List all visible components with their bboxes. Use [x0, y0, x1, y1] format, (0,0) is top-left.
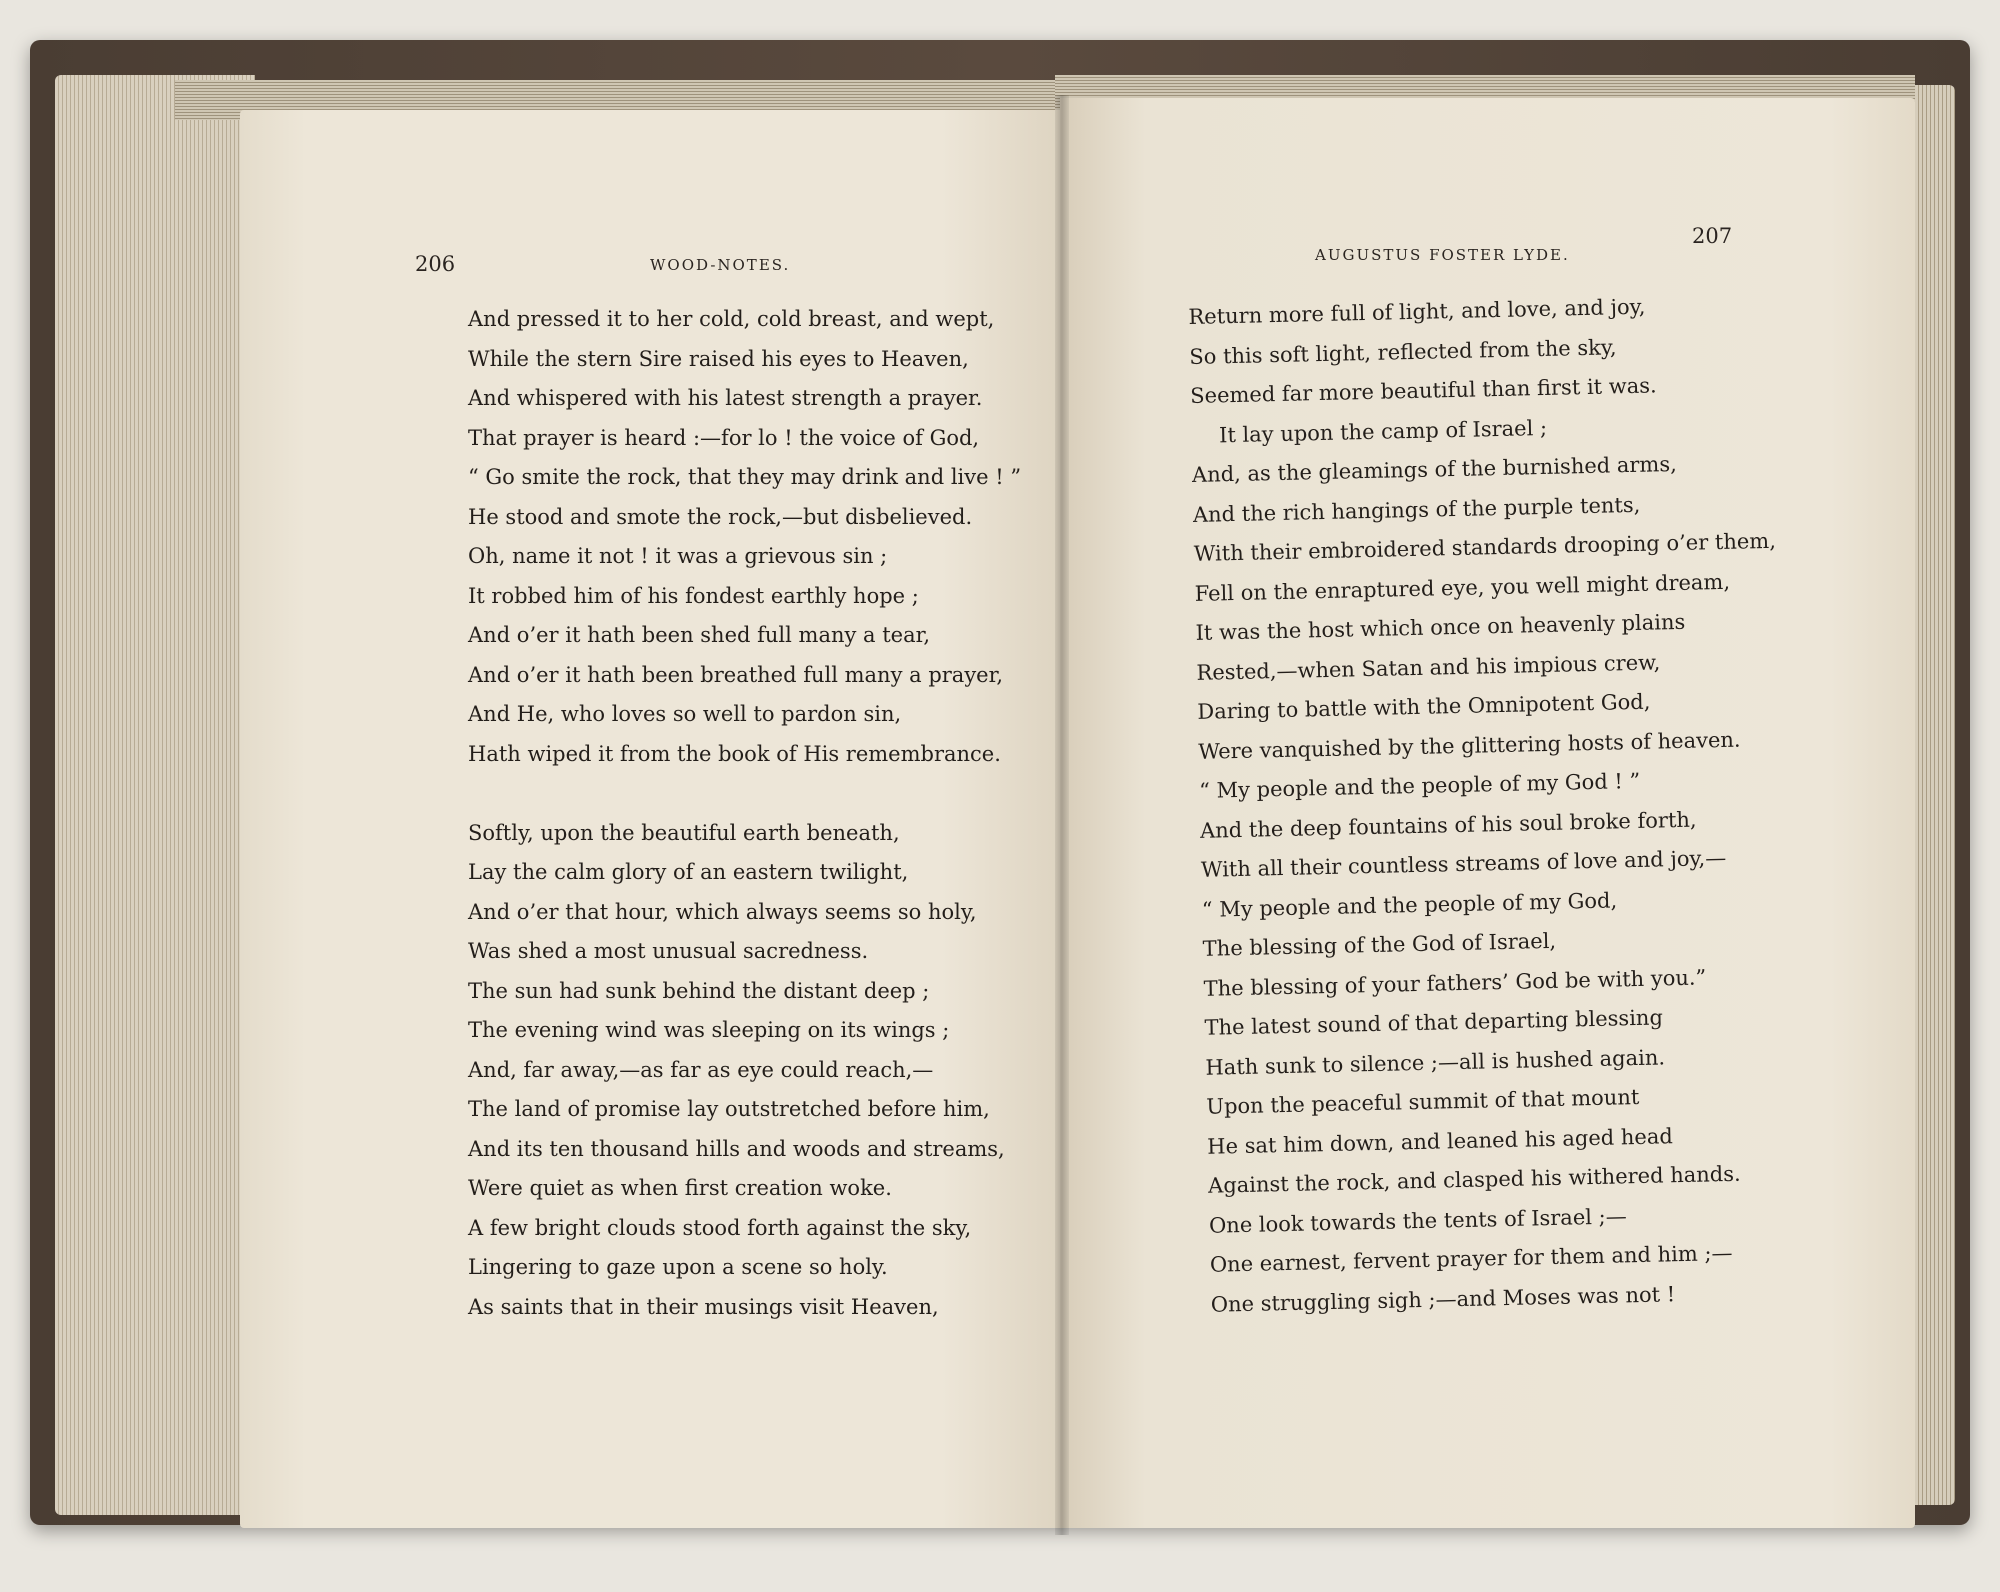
- verse-line: Lay the calm glory of an eastern twilight,: [468, 860, 909, 884]
- verse-line: And the rich hangings of the purple tents,: [1192, 492, 1641, 527]
- verse-line: Daring to battle with the Omnipotent God,: [1197, 689, 1651, 724]
- verse-line: The evening wind was sleeping on its wings ;: [468, 1018, 950, 1042]
- left-verse-block: [468, 300, 1021, 1327]
- verse-line: “ My people and the people of my God,: [1201, 887, 1618, 922]
- verse-line: One struggling sigh ;—and Moses was not !: [1210, 1281, 1676, 1317]
- book-gutter: [1055, 95, 1069, 1535]
- verse-line: And the deep fountains of his soul broke forth,: [1199, 807, 1697, 843]
- verse-line: Were vanquished by the glittering hosts of heaven.: [1198, 727, 1741, 764]
- verse-line: The blessing of your fathers’ God be with you.”: [1203, 964, 1707, 1001]
- verse-line: With all their countless streams of love and joy,—: [1200, 845, 1727, 882]
- left-page: [240, 110, 1065, 1528]
- verse-line: And whispered with his latest strength a prayer.: [468, 386, 983, 410]
- verse-line: He sat him down, and leaned his aged head: [1206, 1123, 1674, 1159]
- verse-line: Were quiet as when first creation woke.: [468, 1176, 892, 1200]
- right-page: [1060, 98, 1915, 1528]
- verse-line: Fell on the enraptured eye, you well might dream,: [1194, 569, 1731, 606]
- right-page-number: 207: [1692, 224, 1733, 248]
- verse-line: And o’er that hour, which always seems so holy,: [468, 899, 977, 924]
- verse-line: As saints that in their musings visit Heaven,: [468, 1294, 939, 1319]
- verse-line: The sun had sunk behind the distant deep ;: [468, 978, 930, 1003]
- verse-line: It was the host which once on heavenly plains: [1195, 609, 1686, 645]
- verse-line: “ Go smite the rock, that they may drink and live ! ”: [468, 465, 1022, 489]
- verse-line: The land of promise lay outstretched before him,: [468, 1097, 990, 1121]
- verse-line: And its ten thousand hills and woods and streams,: [468, 1136, 1005, 1161]
- verse-line: While the stern Sire raised his eyes to Heaven,: [468, 346, 969, 371]
- verse-line: And He, who loves so well to pardon sin,: [468, 702, 902, 726]
- verse-line: Softly, upon the beautiful earth beneath,: [468, 820, 900, 845]
- verse-line: “ My people and the people of my God ! ”: [1198, 768, 1641, 803]
- verse-line: [468, 774, 1021, 814]
- left-page-number: 206: [415, 252, 456, 276]
- right-verse-block: [1188, 285, 1793, 1325]
- verse-line: Was shed a most unusual sacredness.: [468, 939, 869, 963]
- verse-line: So this soft light, reflected from the sky,: [1189, 334, 1617, 369]
- verse-line: One look towards the tents of Israel ;—: [1208, 1203, 1627, 1238]
- verse-line: And, far away,—as far as eye could reach,—: [468, 1057, 934, 1082]
- verse-line: Hath sunk to silence ;—all is hushed again.: [1205, 1044, 1666, 1080]
- verse-line: Return more full of light, and love, and joy,: [1188, 294, 1646, 329]
- verse-line: Seemed far more beautiful than first it was.: [1189, 373, 1657, 408]
- verse-line: That prayer is heard :—for lo ! the voice of God,: [468, 425, 980, 450]
- left-page-stack: [55, 75, 255, 1515]
- verse-line: The latest sound of that departing blessing: [1204, 1005, 1664, 1040]
- verse-line: It lay upon the camp of Israel ;: [1218, 415, 1548, 447]
- verse-line: And, as the gleamings of the burnished arms,: [1191, 451, 1678, 487]
- verse-line: The blessing of the God of Israel,: [1202, 928, 1557, 961]
- verse-line: Rested,—when Satan and his impious crew,: [1196, 649, 1661, 685]
- verse-line: And o’er it hath been breathed full many a prayer,: [468, 662, 1004, 687]
- verse-line: It robbed him of his fondest earthly hope ;: [468, 583, 919, 608]
- left-running-head: WOOD-NOTES.: [650, 256, 791, 274]
- verse-line: Against the rock, and clasped his withered hands.: [1207, 1161, 1741, 1198]
- verse-line: Hath wiped it from the book of His remembrance.: [468, 741, 1001, 766]
- verse-line: One earnest, fervent prayer for them and him ;—: [1209, 1240, 1733, 1277]
- verse-line: With their embroidered standards drooping o’er them,: [1193, 528, 1777, 566]
- verse-line: And o’er it hath been shed full many a tear,: [468, 623, 931, 647]
- verse-line: He stood and smote the rock,—but disbelieved.: [468, 504, 973, 529]
- verse-line: Upon the peaceful summit of that mount: [1206, 1084, 1640, 1119]
- verse-line: Oh, name it not ! it was a grievous sin ;: [468, 544, 888, 568]
- verse-line: A few bright clouds stood forth against the sky,: [468, 1215, 972, 1240]
- verse-line: Lingering to gaze upon a scene so holy.: [468, 1255, 888, 1279]
- right-running-head: AUGUSTUS FOSTER LYDE.: [1315, 246, 1570, 264]
- verse-line: And pressed it to her cold, cold breast, and wept,: [468, 307, 995, 331]
